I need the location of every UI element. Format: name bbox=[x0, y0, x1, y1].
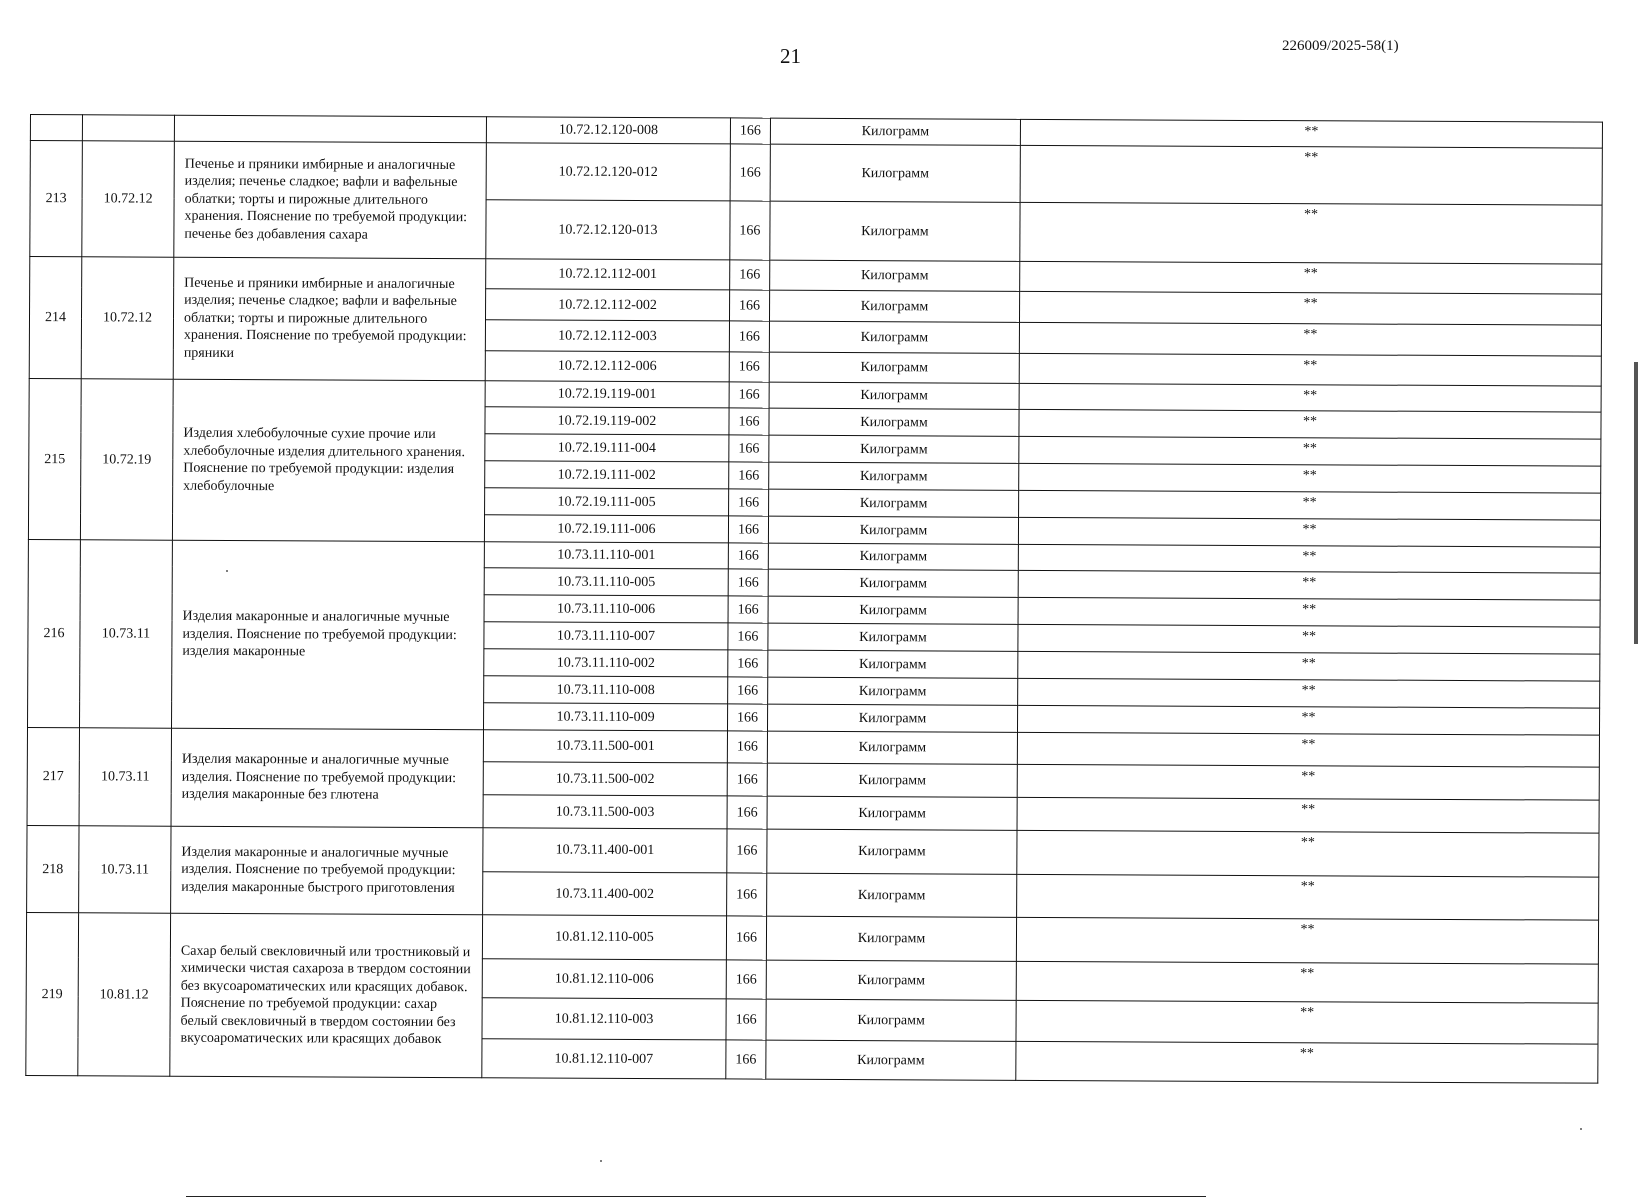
unit-code-cell: 166 bbox=[728, 650, 768, 677]
unit-name-cell: Килограмм bbox=[768, 596, 1018, 624]
item-code-cell: 10.72.19.111-005 bbox=[485, 488, 729, 516]
mark-cell: ** bbox=[1017, 797, 1599, 833]
mark-cell: ** bbox=[1017, 764, 1599, 800]
description-cell: Изделия макаронные и аналогичные мучные изделия. Пояснение по требуемой продукции: изделия макаронные без глютена bbox=[171, 728, 483, 828]
scan-speck bbox=[226, 570, 228, 572]
description-cell: Изделия макаронные и аналогичные мучные изделия. Пояснение по требуемой продукции: изделия макаронные быстрого приготовления bbox=[171, 826, 483, 915]
mark-cell: ** bbox=[1017, 732, 1599, 767]
item-code-cell: 10.73.11.500-003 bbox=[483, 795, 727, 829]
unit-name-cell: Килограмм bbox=[766, 1040, 1016, 1080]
row-number-cell: 215 bbox=[28, 378, 81, 539]
row-number-cell: 219 bbox=[26, 912, 79, 1075]
unit-name-cell: Килограмм bbox=[768, 677, 1018, 705]
page-number: 21 bbox=[780, 44, 801, 68]
item-code-cell: 10.72.19.119-001 bbox=[485, 381, 729, 408]
item-code-cell: 10.73.11.500-001 bbox=[483, 730, 727, 763]
unit-name-cell: Килограмм bbox=[770, 118, 1020, 145]
item-code-cell: 10.72.12.112-003 bbox=[485, 320, 729, 352]
product-table bbox=[25, 114, 1603, 1084]
unit-code-cell: 166 bbox=[729, 408, 769, 435]
table-row bbox=[27, 825, 1599, 877]
okpd-code-cell: 10.72.19 bbox=[80, 379, 173, 540]
description-cell bbox=[174, 115, 486, 143]
item-code-cell: 10.73.11.110-007 bbox=[484, 622, 728, 650]
okpd-code-cell: 10.73.11 bbox=[79, 728, 171, 826]
okpd-code-cell bbox=[82, 115, 174, 141]
unit-name-cell: Килограмм bbox=[767, 763, 1017, 797]
unit-code-cell: 166 bbox=[728, 569, 768, 596]
unit-name-cell: Килограмм bbox=[767, 731, 1017, 764]
description-cell: Изделия хлебобулочные сухие прочие или хлебобулочные изделия длительного хранения. Пояснение по требуемой продукции: изделия хлебобулочные bbox=[172, 379, 485, 542]
scan-speck bbox=[1580, 1128, 1582, 1130]
item-code-cell: 10.73.11.400-002 bbox=[483, 872, 727, 916]
mark-cell: ** bbox=[1018, 651, 1600, 681]
item-code-cell: 10.72.19.119-002 bbox=[485, 407, 729, 435]
unit-code-cell: 166 bbox=[729, 352, 769, 382]
mark-cell: ** bbox=[1017, 874, 1599, 920]
unit-name-cell: Килограмм bbox=[767, 873, 1017, 917]
unit-name-cell: Килограмм bbox=[767, 704, 1017, 732]
document-id: 226009/2025-58(1) bbox=[1282, 38, 1399, 54]
unit-code-cell: 166 bbox=[728, 677, 768, 704]
item-code-cell: 10.73.11.110-002 bbox=[484, 649, 728, 677]
item-code-cell: 10.72.19.111-004 bbox=[485, 434, 729, 462]
mark-cell: ** bbox=[1019, 383, 1601, 412]
mark-cell: ** bbox=[1016, 917, 1598, 964]
table-row bbox=[30, 141, 1602, 206]
unit-code-cell: 166 bbox=[727, 731, 767, 763]
item-code-cell: 10.81.12.110-003 bbox=[482, 998, 726, 1040]
mark-cell: ** bbox=[1019, 353, 1601, 386]
scan-edge-mark bbox=[1634, 362, 1638, 644]
unit-name-cell: Килограмм bbox=[769, 290, 1019, 322]
item-code-cell: 10.73.11.110-005 bbox=[484, 568, 728, 596]
mark-cell: ** bbox=[1019, 322, 1601, 356]
item-code-cell: 10.81.12.110-006 bbox=[482, 959, 726, 999]
mark-cell: ** bbox=[1019, 490, 1601, 520]
unit-name-cell: Килограмм bbox=[770, 260, 1020, 291]
description-cell: Сахар белый свекловичный или тростниковый и химически чистая сахароза в твердом состоянии без вкусоароматических или красящих добавок. Пояснение по требуемой продукции: сахар белый свекловичный в твердом состоянии без вкусоароматических или красящих добавок bbox=[170, 913, 483, 1078]
item-code-cell: 10.73.11.110-009 bbox=[483, 703, 727, 731]
unit-code-cell: 166 bbox=[730, 201, 770, 260]
unit-code-cell: 166 bbox=[729, 382, 769, 408]
item-code-cell: 10.72.12.112-002 bbox=[486, 289, 730, 321]
item-code-cell: 10.73.11.500-002 bbox=[483, 762, 727, 796]
unit-code-cell: 166 bbox=[726, 960, 766, 999]
item-code-cell: 10.81.12.110-007 bbox=[482, 1039, 726, 1079]
unit-code-cell: 166 bbox=[729, 290, 769, 321]
unit-code-cell: 166 bbox=[730, 144, 770, 201]
okpd-code-cell: 10.72.12 bbox=[82, 141, 175, 257]
table-row bbox=[27, 727, 1599, 767]
unit-code-cell: 166 bbox=[727, 829, 767, 873]
unit-name-cell: Килограмм bbox=[768, 569, 1018, 597]
unit-code-cell: 166 bbox=[726, 1040, 766, 1079]
item-code-cell: 10.73.11.110-001 bbox=[484, 542, 728, 569]
unit-code-cell: 166 bbox=[728, 596, 768, 623]
table-row bbox=[26, 912, 1598, 964]
okpd-code-cell: 10.81.12 bbox=[78, 913, 171, 1076]
scan-speck bbox=[600, 1160, 602, 1162]
mark-cell: ** bbox=[1016, 1000, 1598, 1044]
item-code-cell: 10.73.11.400-001 bbox=[483, 828, 727, 873]
unit-code-cell: 166 bbox=[727, 704, 767, 731]
table-body bbox=[26, 115, 1603, 1084]
mark-cell: ** bbox=[1020, 261, 1602, 294]
mark-cell: ** bbox=[1017, 705, 1599, 735]
description-cell: Печенье и пряники имбирные и аналогичные изделия; печенье сладкое; вафли и вафельные облатки; торты и пирожные длительного хранения. Пояснение по требуемой продукции: печенье без добавления сахара bbox=[174, 141, 487, 259]
unit-code-cell: 166 bbox=[729, 489, 769, 516]
unit-code-cell: 166 bbox=[726, 999, 766, 1040]
row-number-cell: 216 bbox=[28, 539, 81, 727]
item-code-cell: 10.72.19.111-002 bbox=[485, 461, 729, 489]
unit-name-cell: Килограмм bbox=[769, 382, 1019, 409]
mark-cell: ** bbox=[1018, 624, 1600, 654]
mark-cell: ** bbox=[1019, 436, 1601, 466]
item-code-cell: 10.72.19.111-006 bbox=[484, 515, 728, 543]
row-number-cell bbox=[30, 115, 82, 141]
item-code-cell: 10.72.12.112-001 bbox=[486, 259, 730, 290]
mark-cell: ** bbox=[1018, 678, 1600, 708]
unit-code-cell: 166 bbox=[728, 543, 768, 569]
mark-cell: ** bbox=[1020, 119, 1602, 148]
mark-cell: ** bbox=[1019, 409, 1601, 439]
mark-cell: ** bbox=[1019, 291, 1601, 325]
unit-code-cell: 166 bbox=[730, 260, 770, 290]
row-number-cell: 213 bbox=[30, 141, 83, 257]
table-row bbox=[30, 257, 1602, 295]
unit-name-cell: Килограмм bbox=[768, 623, 1018, 651]
item-code-cell: 10.73.11.110-008 bbox=[484, 676, 728, 704]
mark-cell: ** bbox=[1020, 202, 1602, 264]
unit-code-cell: 166 bbox=[729, 435, 769, 462]
unit-code-cell: 166 bbox=[730, 118, 770, 144]
row-number-cell: 218 bbox=[27, 825, 79, 912]
unit-code-cell: 166 bbox=[728, 623, 768, 650]
unit-name-cell: Килограмм bbox=[769, 462, 1019, 490]
item-code-cell: 10.72.12.120-008 bbox=[486, 117, 730, 144]
item-code-cell: 10.73.11.110-006 bbox=[484, 595, 728, 623]
mark-cell: ** bbox=[1018, 517, 1600, 547]
footer-rule bbox=[186, 1196, 1206, 1197]
description-cell: Печенье и пряники имбирные и аналогичные изделия; печенье сладкое; вафли и вафельные облатки; торты и пирожные длительного хранения. Пояснение по требуемой продукции: пряники bbox=[173, 257, 486, 381]
okpd-code-cell: 10.73.11 bbox=[79, 826, 171, 913]
unit-name-cell: Килограмм bbox=[766, 916, 1016, 961]
item-code-cell: 10.72.12.120-012 bbox=[486, 143, 730, 201]
unit-name-cell: Килограмм bbox=[770, 201, 1020, 261]
mark-cell: ** bbox=[1020, 145, 1602, 205]
mark-cell: ** bbox=[1017, 830, 1599, 877]
unit-name-cell: Килограмм bbox=[767, 796, 1017, 830]
unit-name-cell: Килограмм bbox=[766, 960, 1016, 1000]
mark-cell: ** bbox=[1018, 597, 1600, 627]
mark-cell: ** bbox=[1018, 544, 1600, 573]
unit-code-cell: 166 bbox=[727, 873, 767, 916]
unit-name-cell: Килограмм bbox=[768, 543, 1018, 570]
unit-code-cell: 166 bbox=[728, 516, 768, 543]
mark-cell: ** bbox=[1016, 961, 1598, 1003]
unit-code-cell: 166 bbox=[726, 916, 766, 960]
unit-code-cell: 166 bbox=[729, 321, 769, 352]
unit-name-cell: Килограмм bbox=[769, 352, 1019, 383]
unit-name-cell: Килограмм bbox=[769, 408, 1019, 436]
unit-name-cell: Килограмм bbox=[768, 516, 1018, 544]
unit-name-cell: Килограмм bbox=[769, 321, 1019, 353]
mark-cell: ** bbox=[1019, 463, 1601, 493]
unit-name-cell: Килограмм bbox=[770, 144, 1020, 202]
unit-name-cell: Килограмм bbox=[766, 999, 1016, 1041]
description-cell: Изделия макаронные и аналогичные мучные изделия. Пояснение по требуемой продукции: изделия макаронные bbox=[172, 540, 485, 730]
unit-name-cell: Килограмм bbox=[767, 829, 1017, 874]
item-code-cell: 10.72.12.112-006 bbox=[485, 351, 729, 382]
unit-name-cell: Килограмм bbox=[769, 435, 1019, 463]
row-number-cell: 217 bbox=[27, 727, 79, 825]
item-code-cell: 10.81.12.110-005 bbox=[482, 915, 726, 960]
okpd-code-cell: 10.73.11 bbox=[80, 540, 173, 728]
mark-cell: ** bbox=[1016, 1041, 1598, 1083]
unit-name-cell: Килограмм bbox=[768, 650, 1018, 678]
unit-code-cell: 166 bbox=[729, 462, 769, 489]
mark-cell: ** bbox=[1018, 570, 1600, 600]
unit-code-cell: 166 bbox=[727, 796, 767, 829]
unit-name-cell: Килограмм bbox=[769, 489, 1019, 517]
item-code-cell: 10.72.12.120-013 bbox=[486, 200, 730, 260]
okpd-code-cell: 10.72.12 bbox=[81, 257, 174, 379]
unit-code-cell: 166 bbox=[727, 763, 767, 796]
row-number-cell: 214 bbox=[29, 257, 82, 379]
